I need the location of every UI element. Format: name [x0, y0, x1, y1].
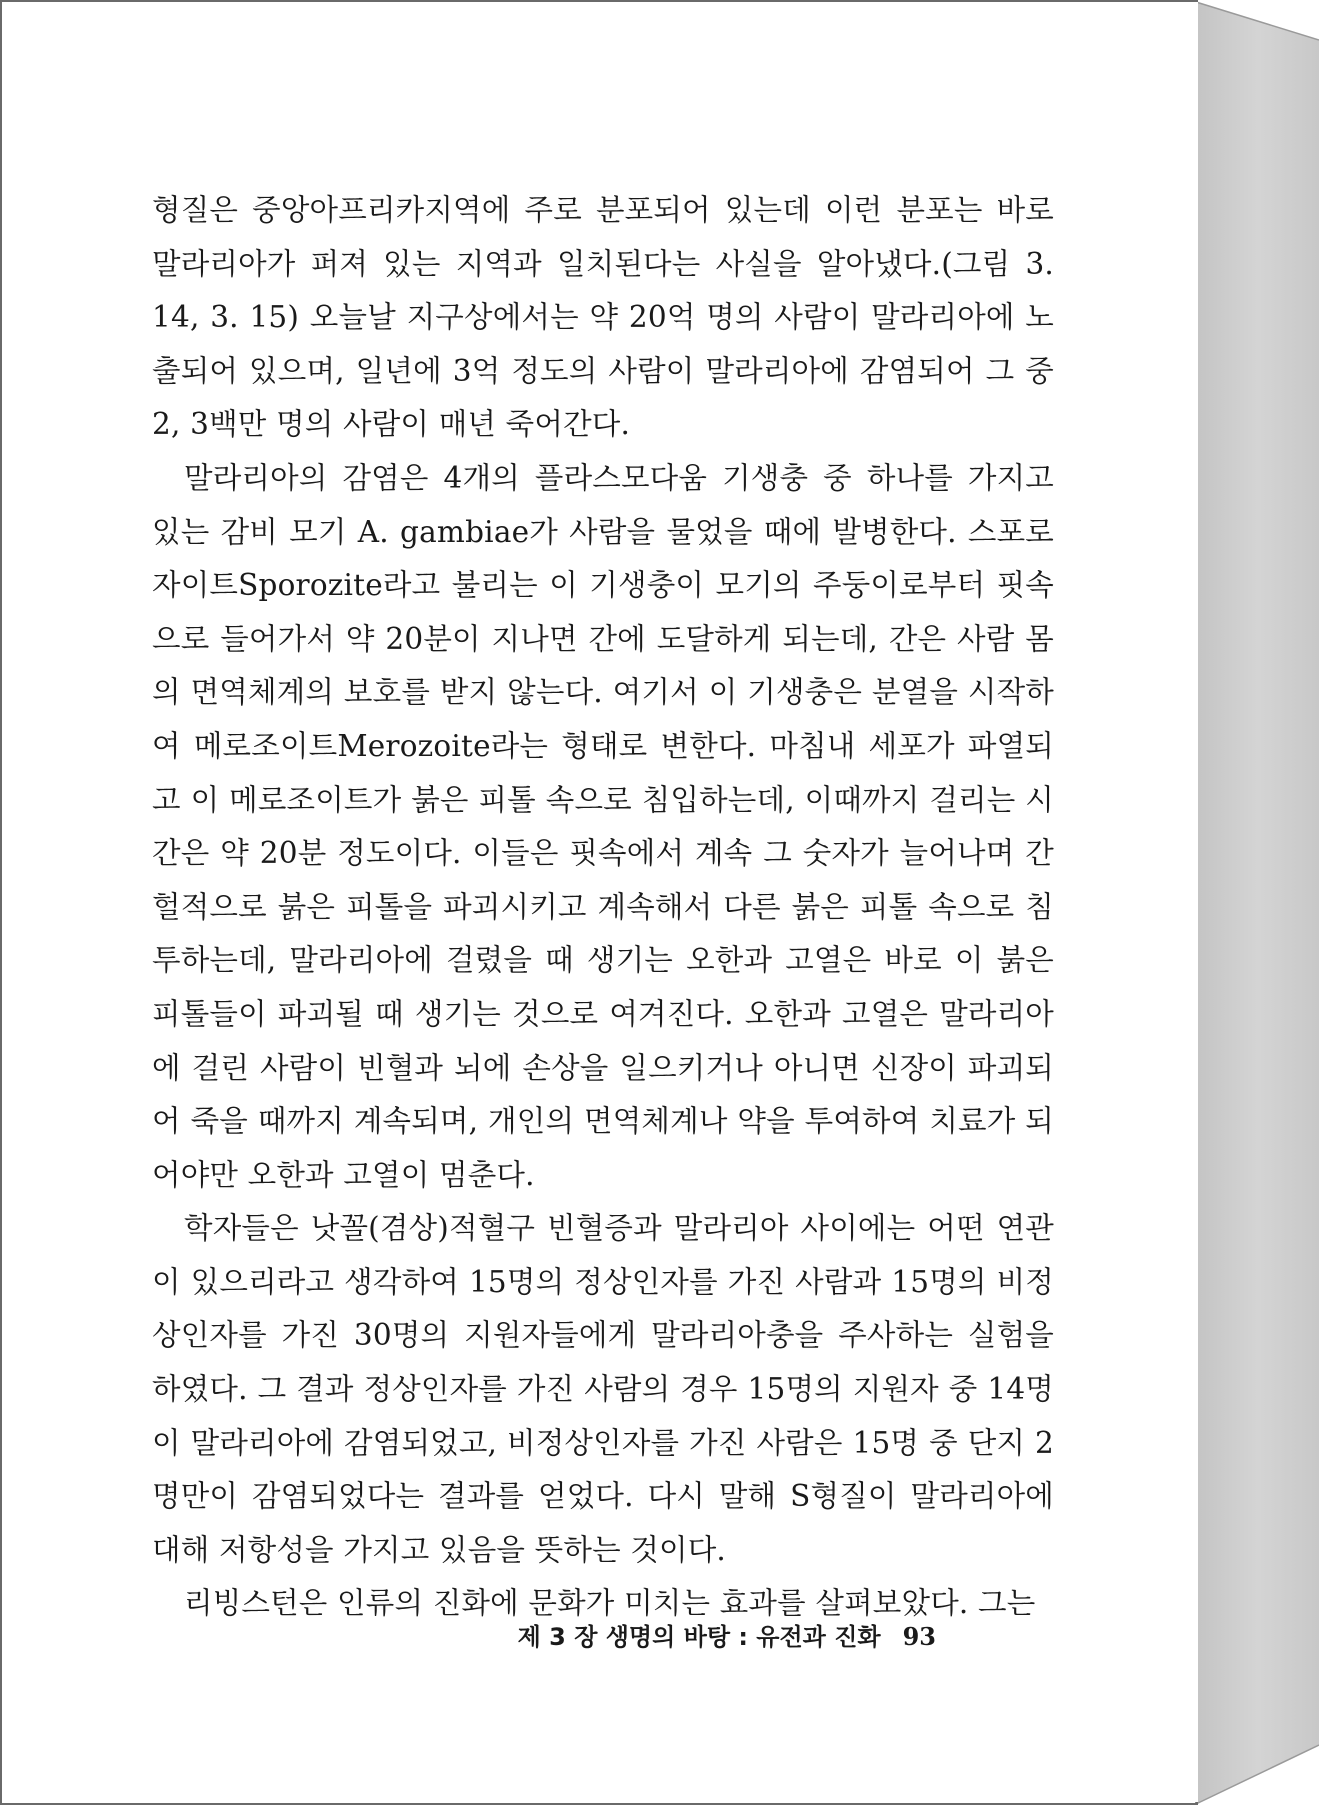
page-number: 93 [902, 1622, 936, 1651]
paragraph-1: 형질은 중앙아프리카지역에 주로 분포되어 있는데 이런 분포는 바로 말라리아가 퍼져 있는 지역과 일치된다는 사실을 알아냈다.(그림 3. 14, 3. 15) 오늘날 지구상에서는 약 20억 명의 사람이 말라리아에 노출되어 있으며, 일년에 3억 정도의 사람이 말라리아에 감염되어 그 중 2, 3백만 명의 사람이 매년 죽어간다. [152, 193, 1054, 442]
page-footer [518, 1617, 936, 1652]
book-page [2, 2, 1198, 1802]
paragraph-2: 말라리아의 감염은 4개의 플라스모다움 기생충 중 하나를 가지고 있는 감비 모기 A. gambiae가 사람을 물었을 때에 발병한다. 스포로자이트Sporozite라고 불리는 이 기생충이 모기의 주둥이로부터 핏속으로 들어가서 약 20분이 지나면 간에 도달하게 되는데, 간은 사람 몸의 면역체계의 보호를 받지 않는다. 여기서 이 기생충은 분열을 시작하여 메로조이트Merozoite라는 형태로 변한다. 마침내 세포가 파열되고 이 메로조이트가 붉은 피톨 속으로 침입하는데, 이때까지 걸리는 시간은 약 20분 정도이다. 이들은 핏속에서 계속 그 숫자가 늘어나며 간헐적으로 붉은 피톨을 파괴시키고 계속해서 다른 붉은 피톨 속으로 침투하는데, 말라리아에 걸렸을 때 생기는 오한과 고열은 바로 이 붉은 피톨들이 파괴될 때 생기는 것으로 여겨진다. 오한과 고열은 말라리아에 걸린 사람이 빈혈과 뇌에 손상을 일으키거나 아니면 신장이 파괴되어 죽을 때까지 계속되며, 개인의 면역체계나 약을 투여하여 치료가 되어야만 오한과 고열이 멈춘다. [152, 460, 1054, 1192]
book-side-face [1196, 2, 1319, 1804]
body-text [152, 184, 1054, 1631]
paragraph-3: 학자들은 낫꼴(겸상)적혈구 빈혈증과 말라리아 사이에는 어떤 연관이 있으리라고 생각하여 15명의 정상인자를 가진 사람과 15명의 비정상인자를 가진 30명의 지원자들에게 말라리아충을 주사하는 실험을 하였다. 그 결과 정상인자를 가진 사람의 경우 15명의 지원자 중 14명이 말라리아에 감염되었고, 비정상인자를 가진 사람은 15명 중 단지 2명만이 감염되었다는 결과를 얻었다. 다시 말해 S형질이 말라리아에 대해 저항성을 가지고 있음을 뜻하는 것이다. [152, 1211, 1054, 1567]
paragraph-4: 리빙스턴은 인류의 진화에 문화가 미치는 효과를 살펴보았다. 그는 [184, 1586, 1036, 1621]
chapter-title: 제 3 장 생명의 바탕 : 유전과 진화 [517, 1623, 881, 1651]
